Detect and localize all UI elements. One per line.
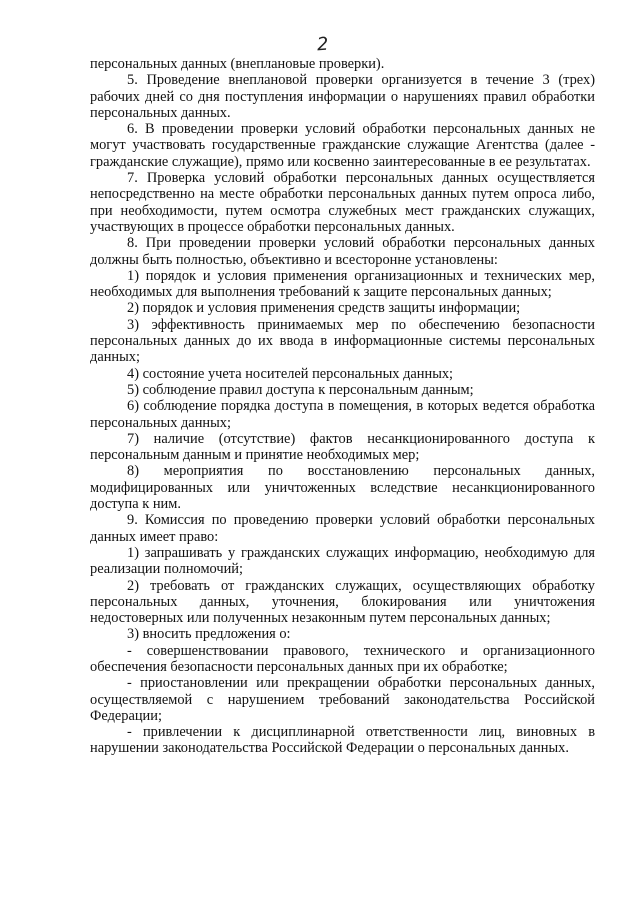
page-number: 2 [316,33,330,56]
subitem-9-3: 3) вносить предложения о: [127,626,291,643]
subitem-8-4: 4) состояние учета носителей персональных данных; [127,365,454,382]
subitem-9-2: 2) требовать от гражданских служащих, осуществляющих обработку персональных данных, уточнения, блокирования или уничтожения недостоверных или полученных незаконным путем персональных данных; [90,577,595,627]
paragraph-item-7: 7. Проверка условий обработки персональных данных осуществляется непосредственно на месте обработки персональных данных путем опроса либо, при необходимости, путем осмотра служебных мест гражданских служащих, участвующих в процессе обработки персональных данных. [90,170,595,235]
bullet-suspension: - приостановлении или прекращении обработки персональных данных, осуществляемой с нарушением требований законодательства Российской Федерации; [90,675,595,724]
paragraph-item-6: 6. В проведении проверки условий обработки персональных данных не могут участвовать государственные гражданские служащие Агентства (далее - гражданские служащие), прямо или косвенно заинтересованные в ее результатах. [90,121,595,170]
paragraph-continuation: персональных данных (внеплановые проверки). [90,56,385,72]
subitem-8-7: 7) наличие (отсутствие) фактов несанкционированного доступа к персональным данным и принятие необходимых мер; [90,430,595,464]
paragraph-item-8: 8. При проведении проверки условий обработки персональных данных должны быть полностью, объективно и всесторонне установлены: [90,235,595,268]
subitem-9-1: 1) запрашивать у гражданских служащих информацию, необходимую для реализации полномочий; [90,544,595,578]
subitem-8-5: 5) соблюдение правил доступа к персональным данным; [127,381,474,398]
subitem-8-6: 6) соблюдение порядка доступа в помещения, в которых ведется обработка персональных данных; [90,398,595,431]
bullet-disciplinary: - привлечении к дисциплинарной ответственности лиц, виновных в нарушении законодательства Российской Федерации о персональных данных. [90,724,595,757]
document-body [90,56,595,757]
subitem-8-8: 8) мероприятия по восстановлению персональных данных, модифицированных или уничтоженных вследствие несанкционированного доступа к ним. [90,463,595,513]
paragraph-item-5: 5. Проведение внеплановой проверки организуется в течение 3 (трех) рабочих дней со дня поступления информации о нарушениях правил обработки персональных данных. [90,72,595,121]
paragraph-item-9: 9. Комиссия по проведению проверки условий обработки персональных данных имеет право: [90,512,595,545]
subitem-8-1: 1) порядок и условия применения организационных и технических мер, необходимых для выполнения требований к защите персональных данных; [90,267,595,301]
subitem-8-2: 2) порядок и условия применения средств защиты информации; [127,300,521,317]
subitem-8-3: 3) эффективность принимаемых мер по обеспечению безопасности персональных данных до их ввода в информационные системы персональных данных; [90,316,595,366]
bullet-improvement: - совершенствовании правового, технического и организационного обеспечения безопасности персональных данных при их обработке; [90,642,595,675]
